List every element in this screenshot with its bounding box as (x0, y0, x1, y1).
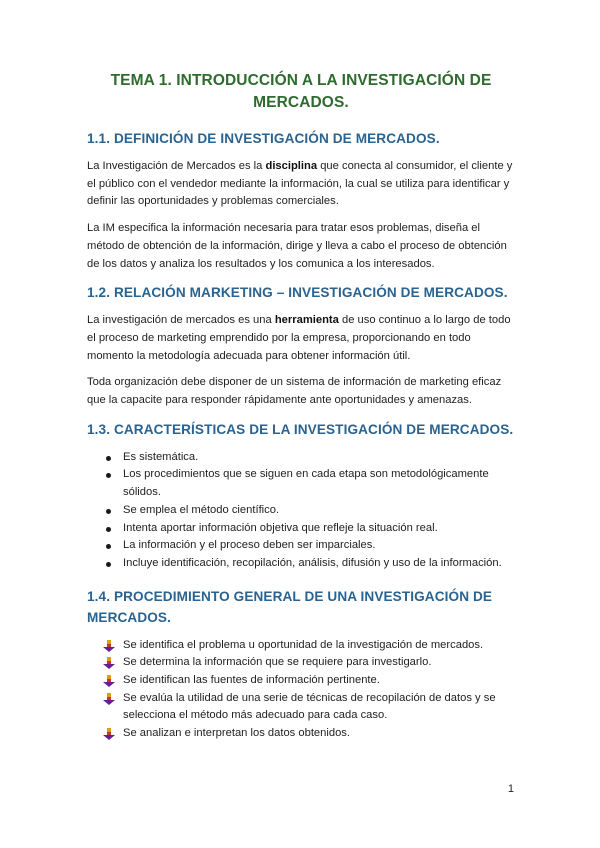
section-1-1-paragraph-1 (87, 158, 515, 211)
page-title (87, 70, 515, 114)
bold-term-disciplina: disciplina (265, 160, 318, 172)
list-item (87, 690, 515, 725)
down-arrow-icon (103, 640, 115, 652)
page-title-line-1: TEMA 1. INTRODUCCIÓN A LA INVESTIGACIÓN DE (110, 72, 492, 89)
list-item (87, 466, 515, 501)
down-arrow-icon (103, 657, 115, 669)
bullet-dot-icon (106, 544, 111, 549)
procedure-list (87, 637, 515, 743)
list-item (87, 672, 515, 690)
section-heading-1-4: 1.4. PROCEDIMIENTO GENERAL DE UNA INVESTIGACIÓN DE MERCADOS. (87, 588, 493, 625)
list-item-text: Se evalúa la utilidad de una serie de técnicas de recopilación de datos y se selecciona el método más adecuado para cada caso. (123, 691, 496, 722)
bullet-dot-icon (106, 527, 111, 532)
down-arrow-icon (103, 693, 115, 705)
list-item-text: Se identifican las fuentes de información pertinente. (123, 674, 380, 687)
list-item (87, 502, 515, 520)
text-run: La Investigación de Mercados es la (87, 160, 266, 172)
list-item-text: Se emplea el método científico. (123, 503, 280, 516)
bullet-dot-icon (106, 562, 111, 567)
section-1-2-paragraph-1 (87, 312, 515, 365)
characteristics-list (87, 449, 515, 573)
section-heading-1-1: 1.1. DEFINICIÓN DE INVESTIGACIÓN DE MERCADOS. (87, 131, 440, 146)
list-item-text: Incluye identificación, recopilación, análisis, difusión y uso de la información. (123, 556, 502, 569)
section-1-1-paragraph-2: La IM especifica la información necesaria para tratar esos problemas, diseña el método de obtención de la información, dirige y lleva a cabo el proceso de obtención de los datos y analiza los resultados y los comunica a los interesados. (87, 222, 507, 270)
bold-term-herramienta: herramienta (274, 314, 339, 327)
section-1-2-paragraph-2: Toda organización debe disponer de un sistema de información de marketing eficaz que la capacite para responder rápidamente ante oportunidades y amenazas. (87, 376, 502, 407)
list-item (87, 520, 515, 538)
list-item (87, 637, 515, 655)
text-run: que conecta al consumidor, el cliente y el público con el vendedor mediante la información, la cual se utiliza para identificar y definir las oportunidades y problemas comerciales. (87, 160, 513, 208)
list-item-text: La información y el proceso deben ser imparciales. (123, 539, 376, 552)
list-item-text: Se determina la información que se requiere para investigarlo. (123, 656, 432, 669)
down-arrow-icon (103, 728, 115, 740)
list-item-text: Es sistemática. (123, 450, 199, 463)
bullet-dot-icon (106, 473, 111, 478)
list-item (87, 449, 515, 467)
list-item-text: Intenta aportar información objetiva que refleje la situación real. (123, 521, 438, 534)
list-item-text: Se identifica el problema u oportunidad de la investigación de mercados. (123, 638, 484, 651)
list-item-text: Los procedimientos que se siguen en cada etapa son metodológicamente sólidos. (123, 468, 489, 499)
section-heading-1-3: 1.3. CARACTERÍSTICAS DE LA INVESTIGACIÓN DE MERCADOS. (87, 421, 514, 437)
page-title-line-2: MERCADOS. (253, 94, 349, 111)
list-item (87, 555, 515, 573)
list-item (87, 537, 515, 555)
bullet-dot-icon (106, 456, 111, 461)
text-run: La investigación de mercados es una (87, 314, 275, 327)
text-run: de uso continuo a lo largo de todo el proceso de marketing emprendido por la empresa, proporcionando en todo momento la metodología adecuada para obtener información útil. (87, 314, 511, 362)
section-heading-1-2: 1.2. RELACIÓN MARKETING – INVESTIGACIÓN DE MERCADOS. (87, 285, 508, 301)
down-arrow-icon (103, 675, 115, 687)
list-item (87, 725, 515, 743)
page-content (87, 70, 515, 743)
list-item-text: Se analizan e interpretan los datos obtenidos. (123, 727, 351, 740)
list-item (87, 654, 515, 672)
page-number: 1 (507, 783, 514, 795)
bullet-dot-icon (106, 509, 111, 514)
